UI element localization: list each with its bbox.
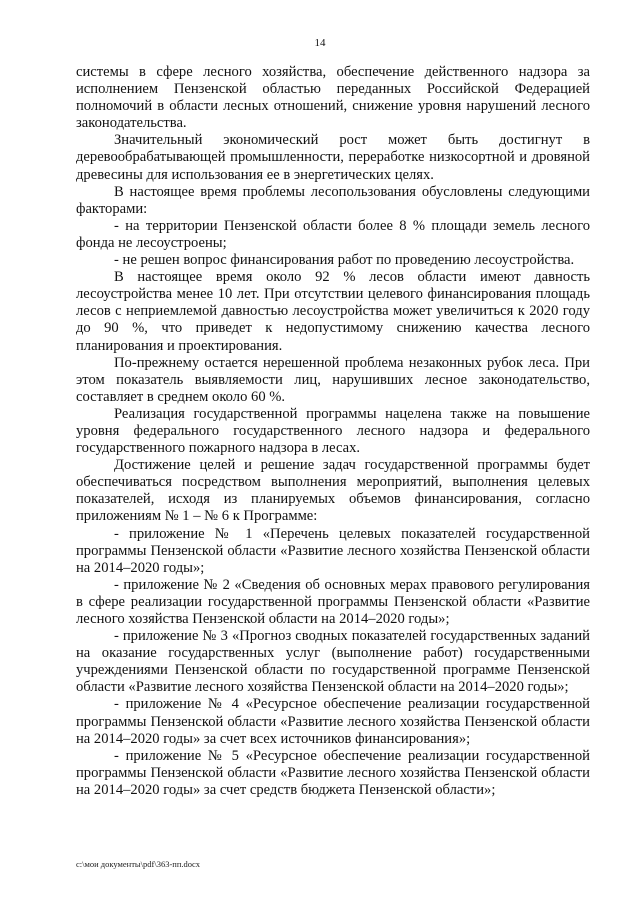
paragraph-goals-achievement: Достижение целей и решение задач государственной программы будет обеспечиваться посредством выполнения мероприятий, выполнения целевых показателей, исходя из планируемых объемов финансирования, согласно приложениям № 1 – № 6 к Программе: <box>76 457 590 525</box>
paragraph-illegal-logging: По-прежнему остается нерешенной проблема незаконных рубок леса. При этом показатель выявляемости лиц, нарушивших лесное законодательство, составляет в среднем около 60 %. <box>76 354 590 405</box>
list-item-appendix-3: - приложение № 3 «Прогноз сводных показателей государственных заданий на оказание государственных услуг (выполнение работ) государственными учреждениями Пензенской области по государственной программе Пензенской области «Развитие лесного хозяйства Пензенской области на 2014–2020 годы»; <box>76 628 590 696</box>
list-item-appendix-1: - приложение № 1 «Перечень целевых показателей государственной программы Пензенской области «Развитие лесного хозяйства Пензенской области на 2014–2020 годы»; <box>76 525 590 576</box>
list-item-factor-2: - не решен вопрос финансирования работ по проведению лесоустройства. <box>114 252 575 269</box>
paragraph-forest-inventory: В настоящее время около 92 % лесов области имеют давность лесоустройства менее 10 лет. При отсутствии целевого финансирования площадь лесов с неприемлемой давностью лесоустройства может увеличиться к 2020 году до 90 %, что приведет к недопустимому снижению качества лесного планирования и проектирования. <box>76 269 590 354</box>
list-item-appendix-5: - приложение № 5 «Ресурсное обеспечение реализации государственной программы Пензенской области «Развитие лесного хозяйства Пензенской области на 2014–2020 годы» за счет средств бюджета Пензенской области»; <box>76 747 590 798</box>
paragraph-economic-growth: Значительный экономический рост может быть достигнут в деревообрабатывающей промышленности, переработке низкосортной и дровяной древесины для использования ее в энергетических целях. <box>76 132 590 183</box>
paragraph-continuation: системы в сфере лесного хозяйства, обеспечение действенного надзора за исполнением Пензенской областью переданных Российской Федерацией полномочий в области лесных отношений, снижение уровня нарушений лесного законодательства. <box>76 64 590 132</box>
list-item-appendix-4: - приложение № 4 «Ресурсное обеспечение реализации государственной программы Пензенской области «Развитие лесного хозяйства Пензенской области на 2014–2020 годы» за счет всех источников финансирования»; <box>76 696 590 747</box>
list-item-factor-1: - на территории Пензенской области более 8 % площади земель лесного фонда не лесоустроены; <box>76 217 590 251</box>
paragraph-program-aim: Реализация государственной программы нацелена также на повышение уровня федерального государственного лесного надзора и федерального государственного пожарного надзора в лесах. <box>76 405 590 457</box>
paragraph-problems-intro: В настоящее время проблемы лесопользования обусловлены следующими факторами: <box>76 183 590 217</box>
document-body <box>76 64 590 799</box>
footer-file-path: c:\мои документы\pdf\363-пп.docx <box>76 859 201 869</box>
list-item-appendix-2: - приложение № 2 «Сведения об основных мерах правового регулирования в сфере реализации государственной программы Пензенской области «Развитие лесного хозяйства Пензенской области на 2014–2020 годы»; <box>76 576 590 627</box>
page-number: 14 <box>314 37 326 49</box>
